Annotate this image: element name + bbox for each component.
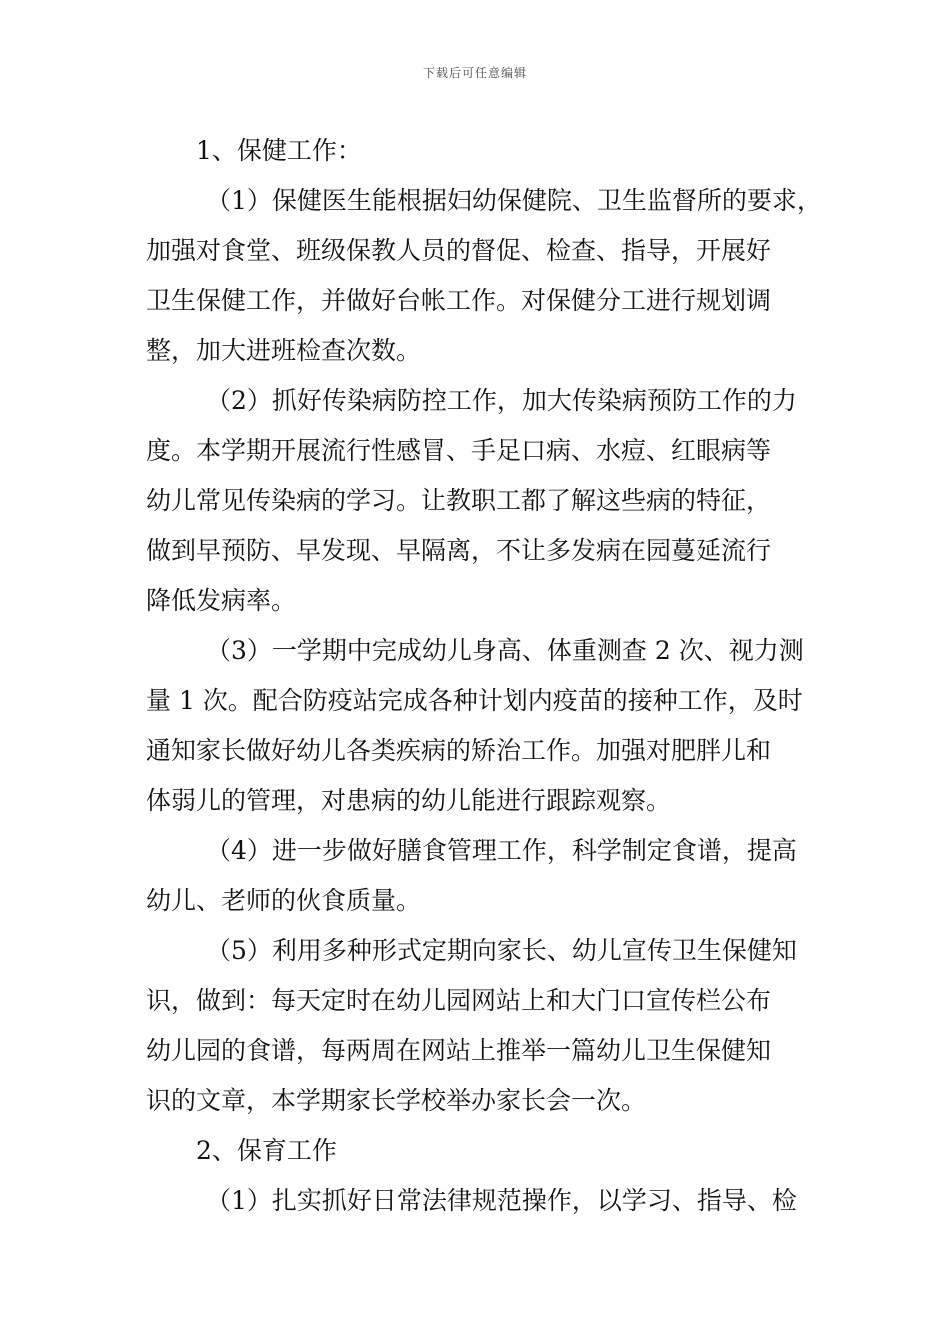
text-line: 识，做到：每天定时在幼儿园网站上和大门口宣传栏公布 [146, 986, 772, 1015]
document-body [146, 126, 826, 1226]
text-line: 识的文章，本学期家长学校举办家长会一次。 [146, 1086, 647, 1115]
text-line: （3）一学期中完成幼儿身高、体重测查 2 次、视力测 [206, 636, 804, 665]
text-line: 通知家长做好幼儿各类疾病的矫治工作。加强对肥胖儿和 [146, 736, 772, 765]
text-line: 加强对食堂、班级保教人员的督促、检查、指导，开展好 [146, 236, 772, 265]
text-line: 降低发病率。 [146, 586, 297, 615]
text-line: （2）抓好传染病防控工作，加大传染病预防工作的力 [206, 386, 797, 415]
text-line: （1）保健医生能根据妇幼保健院、卫生监督所的要求， [206, 186, 822, 215]
text-line: 1、保健工作： [196, 136, 362, 165]
text-line: 度。本学期开展流行性感冒、手足口病、水痘、红眼病等 [146, 436, 772, 465]
text-line: 幼儿常见传染病的学习。让教职工都了解这些病的特征， [146, 486, 772, 515]
text-line: 幼儿、老师的伙食质量。 [146, 886, 422, 915]
text-line: 做到早预防、早发现、早隔离，不让多发病在园蔓延流行 [146, 536, 772, 565]
text-line: （1）扎实抓好日常法律规范操作，以学习、指导、检 [206, 1186, 797, 1215]
text-line: 量 1 次。配合防疫站完成各种计划内疫苗的接种工作，及时 [146, 686, 803, 715]
text-line: （4）进一步做好膳食管理工作，科学制定食谱，提高 [206, 836, 797, 865]
page-header-note: 下载后可任意编辑 [422, 66, 527, 80]
text-line: 卫生保健工作，并做好台帐工作。对保健分工进行规划调 [146, 286, 772, 315]
text-line: 体弱儿的管理，对患病的幼儿能进行跟踪观察。 [146, 786, 672, 815]
text-line: （5）利用多种形式定期向家长、幼儿宣传卫生保健知 [206, 936, 797, 965]
text-line: 整，加大进班检查次数。 [146, 336, 422, 365]
text-line: 幼儿园的食谱，每两周在网站上推举一篇幼儿卫生保健知 [146, 1036, 772, 1065]
text-line: 2、保育工作 [196, 1136, 337, 1165]
